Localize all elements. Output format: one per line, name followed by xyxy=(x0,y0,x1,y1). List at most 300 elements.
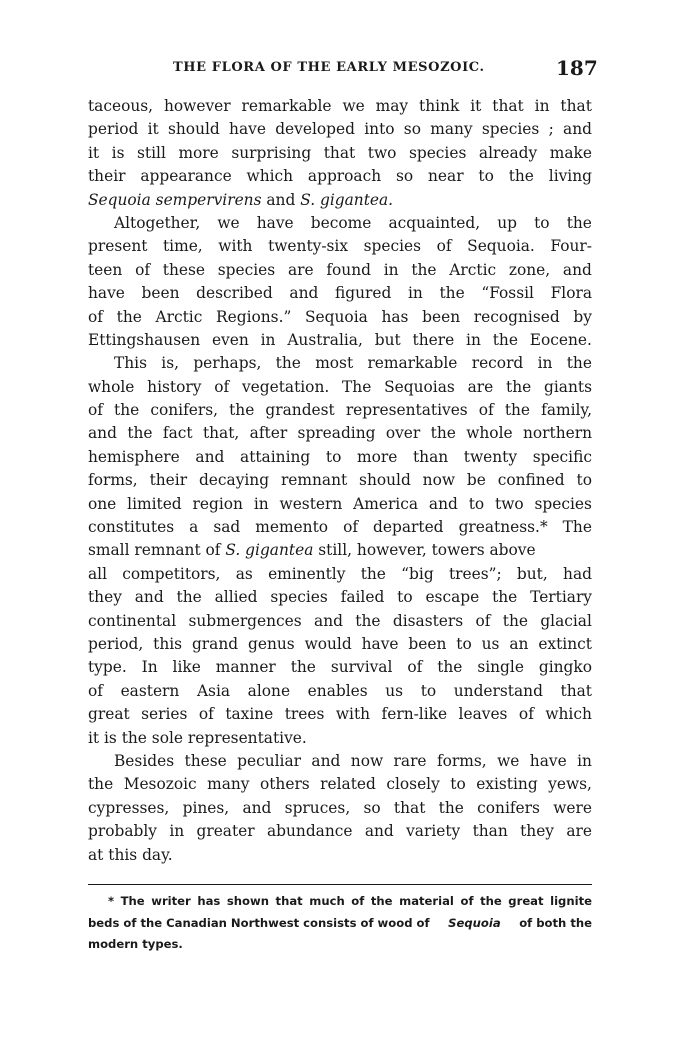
footnote-line xyxy=(88,891,592,913)
word: and xyxy=(314,611,343,630)
word: we xyxy=(342,97,365,115)
word: it xyxy=(470,97,482,115)
word: Asia xyxy=(196,681,231,700)
word: of xyxy=(475,611,491,630)
word: remarkable xyxy=(241,97,332,115)
text-line xyxy=(88,189,592,212)
text-line xyxy=(88,633,592,656)
word: now xyxy=(350,751,384,770)
text-line xyxy=(88,773,592,796)
word: in xyxy=(407,284,423,303)
word: perhaps, xyxy=(193,354,262,373)
word: the xyxy=(229,401,255,420)
word: that, xyxy=(202,424,240,443)
word: the xyxy=(127,424,153,443)
word: pines, xyxy=(182,798,230,817)
word: understand xyxy=(453,681,543,700)
text-fragment: and xyxy=(261,190,301,209)
word: eminently xyxy=(268,564,346,583)
word: Arctic xyxy=(449,260,497,279)
text-fragment: of both the xyxy=(515,915,592,930)
text-line xyxy=(88,446,592,469)
word: Four- xyxy=(550,237,592,256)
word: found xyxy=(326,260,371,279)
word: still xyxy=(137,143,166,162)
word: should xyxy=(359,471,411,490)
word: The xyxy=(562,518,592,537)
word: that xyxy=(323,143,356,162)
word: conifers, xyxy=(150,401,219,420)
word: by xyxy=(573,307,592,326)
word: appearance xyxy=(140,167,232,186)
italic-species-name: S. gigantea. xyxy=(300,190,394,209)
word: sad xyxy=(213,518,241,537)
word: America xyxy=(353,494,419,513)
word: the xyxy=(502,611,528,630)
word: and xyxy=(563,120,592,139)
word: the xyxy=(492,588,518,607)
word: to xyxy=(534,213,550,232)
word: should xyxy=(168,120,220,139)
word: “Fossil xyxy=(481,284,534,303)
word: the xyxy=(439,284,465,303)
word: Sequoia. xyxy=(467,237,535,256)
word: representatives xyxy=(345,401,468,420)
word: had xyxy=(563,564,592,583)
text-line xyxy=(88,539,592,562)
word: record xyxy=(471,354,524,373)
footnote-rule xyxy=(88,884,592,885)
word: Arctic xyxy=(155,307,203,326)
word: region xyxy=(192,494,243,513)
word: more xyxy=(178,143,219,162)
text-line xyxy=(88,586,592,609)
text-fragment: still, however, towers above xyxy=(313,541,536,560)
word: * xyxy=(108,894,115,908)
word: allied xyxy=(214,588,258,607)
word: species xyxy=(481,120,540,139)
word: leaves xyxy=(458,705,508,724)
text-line xyxy=(88,329,592,352)
text-line xyxy=(88,352,592,375)
word: many xyxy=(430,120,473,139)
text-line xyxy=(88,563,592,586)
word: constitutes xyxy=(88,518,175,537)
word: Flora xyxy=(550,284,592,303)
word: the xyxy=(88,775,114,794)
word: surprising xyxy=(231,143,312,162)
italic-species-name: Sequoia sempervirens xyxy=(88,190,262,209)
word: so xyxy=(363,798,381,817)
word: of xyxy=(88,681,103,700)
word: to xyxy=(450,775,466,794)
word: a xyxy=(189,518,199,537)
word: Tertiary xyxy=(530,588,592,607)
word: but xyxy=(374,330,401,349)
word: and xyxy=(428,494,458,513)
word: two xyxy=(367,143,397,162)
text-line xyxy=(88,399,592,422)
text-line: it is the sole representative. xyxy=(88,728,307,747)
word: gingko xyxy=(538,658,592,677)
word: Eocene. xyxy=(529,330,592,349)
word: material xyxy=(399,894,454,908)
word: in xyxy=(537,354,553,373)
word: trees”; xyxy=(448,564,502,583)
word: have xyxy=(256,213,294,232)
italic-genus-name: Sequoia xyxy=(448,915,501,930)
word: existing xyxy=(476,775,538,794)
text-line xyxy=(88,493,592,516)
word: over xyxy=(385,424,421,443)
word: to xyxy=(456,634,472,653)
word: and xyxy=(562,260,592,279)
word: great xyxy=(88,705,130,724)
word: decaying xyxy=(198,471,270,490)
word: think xyxy=(419,97,460,115)
word: in xyxy=(534,97,550,115)
word: described xyxy=(196,284,273,303)
word: living xyxy=(548,167,592,186)
text-line xyxy=(88,656,592,679)
word: of xyxy=(518,705,534,724)
word: with xyxy=(218,237,253,256)
word: to xyxy=(478,167,494,186)
text-line xyxy=(88,469,592,492)
word: been xyxy=(141,284,180,303)
word: and xyxy=(195,447,225,466)
word: near xyxy=(428,167,464,186)
word: Sequoias xyxy=(384,377,455,396)
word: up xyxy=(497,213,517,232)
text-line xyxy=(88,797,592,820)
word: an xyxy=(509,634,529,653)
word: the xyxy=(370,894,393,908)
word: twenty-six xyxy=(268,237,349,256)
text-line xyxy=(88,703,592,726)
word: to xyxy=(325,447,342,466)
word: probably xyxy=(88,822,157,841)
word: in xyxy=(466,330,481,349)
word: even xyxy=(211,330,249,349)
word: much xyxy=(309,894,345,908)
word: their xyxy=(149,471,188,490)
word: were xyxy=(553,798,592,817)
word: it xyxy=(147,120,159,139)
word: these xyxy=(162,260,206,279)
word: in xyxy=(383,260,399,279)
word: the xyxy=(504,401,531,420)
word: are xyxy=(566,822,592,841)
word: eastern xyxy=(120,681,180,700)
word: we xyxy=(497,751,520,770)
word: the xyxy=(176,588,202,607)
word: shown xyxy=(226,894,269,908)
word: greatness.* xyxy=(458,518,548,537)
word: twenty xyxy=(463,447,518,466)
word: species xyxy=(270,588,328,607)
word: so xyxy=(395,167,414,186)
word: vegetation. xyxy=(241,377,330,396)
text-line xyxy=(88,212,592,235)
word: of xyxy=(88,401,103,420)
word: others xyxy=(259,775,310,794)
word: hemisphere xyxy=(88,447,180,466)
text-line xyxy=(88,376,592,399)
word: submergences xyxy=(188,611,302,630)
word: The xyxy=(342,377,372,396)
word: have xyxy=(88,284,125,303)
italic-species-name: S. gigantea xyxy=(225,541,314,560)
word: survival xyxy=(330,658,393,677)
word: species xyxy=(534,494,592,513)
word: they xyxy=(520,822,554,841)
word: Mesozoic xyxy=(123,775,197,794)
word: developed xyxy=(275,120,355,139)
word: this xyxy=(153,634,183,653)
word: Ettingshausen xyxy=(88,330,201,349)
word: manner xyxy=(215,658,276,677)
word: and xyxy=(289,284,319,303)
word: series xyxy=(141,705,188,724)
word: memento xyxy=(255,518,329,537)
word: the xyxy=(360,564,386,583)
word: the xyxy=(411,260,437,279)
word: disasters xyxy=(392,611,464,630)
word: many xyxy=(207,775,250,794)
word: time, xyxy=(163,237,203,256)
word: make xyxy=(549,143,592,162)
word: of xyxy=(343,518,359,537)
word: they xyxy=(88,588,122,607)
text-fragment: beds of the Canadian Northwest consists of wood of xyxy=(88,915,434,930)
word: specific xyxy=(532,447,592,466)
word: is, xyxy=(161,354,180,373)
word: however xyxy=(163,97,231,115)
word: already xyxy=(478,143,538,162)
text-line xyxy=(88,680,592,703)
word: that xyxy=(275,894,303,908)
text-line xyxy=(88,750,592,773)
word: lignite xyxy=(550,894,592,908)
word: departed xyxy=(373,518,444,537)
word: are xyxy=(467,377,494,396)
page-number: 187 xyxy=(556,56,598,80)
word: taceous, xyxy=(88,97,154,115)
text-line: at this day. xyxy=(88,845,173,864)
text-line xyxy=(88,165,592,188)
word: fact xyxy=(162,424,193,443)
word: trees xyxy=(284,705,325,724)
word: it xyxy=(88,143,100,162)
word: of xyxy=(135,260,151,279)
text-fragment: small remnant of xyxy=(88,541,226,560)
word: Regions.” xyxy=(216,307,292,326)
word: in xyxy=(169,822,185,841)
word: is xyxy=(111,143,125,162)
word: species xyxy=(363,237,422,256)
word: remarkable xyxy=(367,354,458,373)
word: recognised xyxy=(473,307,560,326)
word: giants xyxy=(544,377,592,396)
word: may xyxy=(375,97,409,115)
word: more xyxy=(357,447,398,466)
word: the xyxy=(506,377,532,396)
word: species xyxy=(408,143,467,162)
word: would xyxy=(304,634,352,653)
word: escape xyxy=(425,588,480,607)
word: the xyxy=(290,658,316,677)
word: family, xyxy=(541,401,592,420)
word: of xyxy=(436,237,452,256)
word: Altogether, xyxy=(114,213,201,232)
word: to xyxy=(468,494,485,513)
word: approach xyxy=(307,167,382,186)
word: which xyxy=(545,705,592,724)
text-line xyxy=(88,282,592,305)
word: glacial xyxy=(540,611,592,630)
word: grand xyxy=(191,634,239,653)
word: of xyxy=(214,377,230,396)
word: the xyxy=(508,167,534,186)
word: have xyxy=(361,634,399,653)
word: their xyxy=(88,167,126,186)
word: now xyxy=(422,471,456,490)
word: so xyxy=(403,120,421,139)
word: spreading xyxy=(297,424,376,443)
word: the xyxy=(480,894,502,908)
footnote xyxy=(88,891,592,956)
word: species xyxy=(217,260,276,279)
word: “big xyxy=(401,564,434,583)
word: be xyxy=(466,471,486,490)
word: type. xyxy=(88,658,127,677)
word: that xyxy=(393,798,426,817)
word: has xyxy=(381,307,409,326)
word: related xyxy=(320,775,376,794)
word: become xyxy=(310,213,372,232)
word: to xyxy=(576,471,592,490)
word: we xyxy=(217,213,240,232)
text-line xyxy=(88,235,592,258)
word: the xyxy=(566,213,592,232)
word: as xyxy=(235,564,253,583)
word: peculiar xyxy=(237,751,302,770)
text-line xyxy=(88,306,592,329)
word: the xyxy=(355,611,381,630)
word: been xyxy=(422,307,461,326)
word: The xyxy=(120,894,145,908)
text-line xyxy=(88,422,592,445)
word: and xyxy=(311,751,341,770)
word: continental xyxy=(88,611,177,630)
word: period, xyxy=(88,634,144,653)
word: forms, xyxy=(88,471,138,490)
word: of xyxy=(407,658,423,677)
word: been xyxy=(408,634,447,653)
word: of xyxy=(460,894,474,908)
word: figured xyxy=(334,284,392,303)
word: and xyxy=(134,588,164,607)
word: Australia, xyxy=(287,330,363,349)
word: taxine xyxy=(225,705,274,724)
word: after xyxy=(249,424,288,443)
word: in xyxy=(260,330,276,349)
word: that xyxy=(492,97,524,115)
word: teen xyxy=(88,260,123,279)
word: whole xyxy=(88,377,135,396)
word: Besides xyxy=(114,751,175,770)
word: these xyxy=(184,751,227,770)
text-line xyxy=(88,95,592,118)
word: in xyxy=(253,494,269,513)
text-line xyxy=(88,610,592,633)
word: single xyxy=(477,658,524,677)
word: failed xyxy=(340,588,385,607)
word: and xyxy=(242,798,272,817)
word: with xyxy=(335,705,371,724)
word: to xyxy=(397,588,413,607)
word: great xyxy=(508,894,544,908)
word: that xyxy=(560,97,592,115)
word: two xyxy=(495,494,524,513)
text-line xyxy=(88,142,592,165)
word: that xyxy=(560,681,592,700)
word: the xyxy=(566,354,592,373)
word: history xyxy=(147,377,202,396)
word: all xyxy=(88,564,108,583)
word: cypresses, xyxy=(88,798,170,817)
word: the xyxy=(492,330,518,349)
word: alone xyxy=(247,681,291,700)
word: of xyxy=(198,705,214,724)
word: fern-like xyxy=(381,705,448,724)
running-title: THE FLORA OF THE EARLY MESOZOIC. xyxy=(173,60,485,75)
word: ; xyxy=(548,120,554,139)
word: forms, xyxy=(436,751,487,770)
running-head xyxy=(0,54,684,90)
text-line xyxy=(88,259,592,282)
word: and xyxy=(88,424,117,443)
word: remnant xyxy=(280,471,348,490)
word: confined xyxy=(497,471,565,490)
text-line xyxy=(88,516,592,539)
word: one xyxy=(88,494,117,513)
word: acquainted, xyxy=(388,213,481,232)
word: This xyxy=(114,354,147,373)
word: of xyxy=(478,401,494,420)
word: but, xyxy=(516,564,548,583)
word: the xyxy=(430,424,456,443)
text-line xyxy=(88,118,592,141)
word: western xyxy=(279,494,343,513)
word: greater xyxy=(196,822,255,841)
word: the xyxy=(438,798,464,817)
word: Sequoia xyxy=(305,307,368,326)
word: writer xyxy=(151,894,191,908)
word: grandest xyxy=(265,401,335,420)
word: there xyxy=(412,330,455,349)
word: us xyxy=(385,681,404,700)
word: have xyxy=(529,751,567,770)
word: In xyxy=(141,658,158,677)
footnote-line: modern types. xyxy=(88,937,183,951)
word: period xyxy=(88,120,139,139)
word: present xyxy=(88,237,148,256)
word: to xyxy=(420,681,437,700)
word: enables xyxy=(307,681,368,700)
word: closely xyxy=(386,775,440,794)
